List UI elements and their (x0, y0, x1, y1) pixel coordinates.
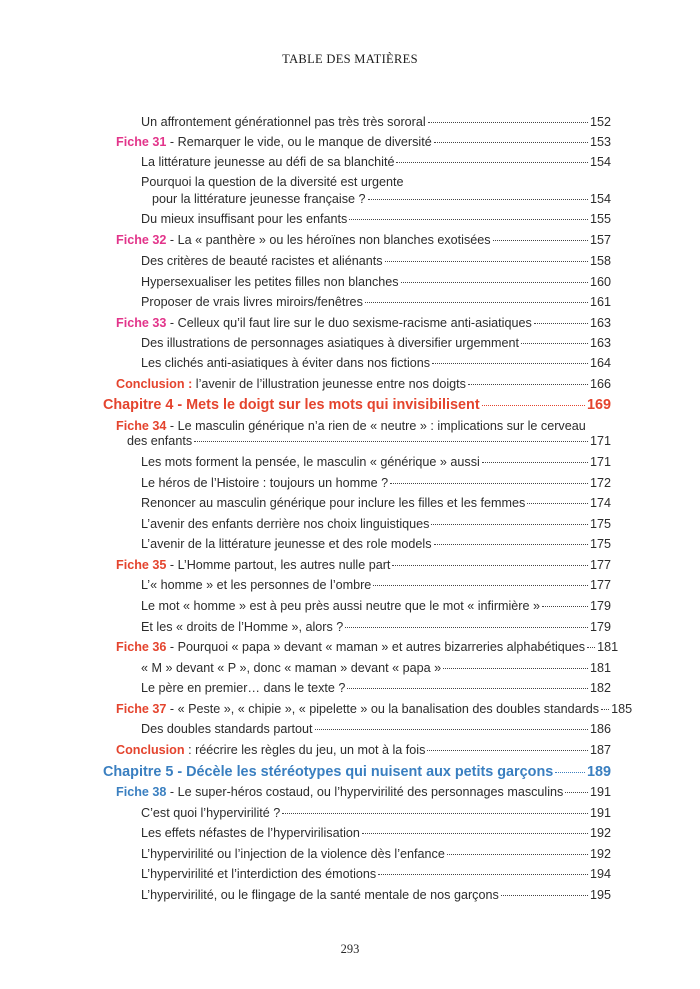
toc-label: L’avenir des enfants derrière nos choix linguistiques (141, 517, 430, 531)
toc-page-number: 154 (589, 192, 611, 206)
dot-leader (378, 874, 588, 875)
toc-label: Les mots forment la pensée, le masculin « générique » aussi (141, 455, 480, 469)
dot-leader (392, 565, 588, 566)
toc-section (141, 253, 611, 269)
toc-label: Des critères de beauté racistes et aliénants (141, 254, 383, 268)
toc-page-number: 158 (589, 254, 611, 268)
toc-chapter (103, 397, 611, 413)
toc-label: Un affrontement générationnel pas très très sororal (141, 115, 426, 129)
toc-label-line2: pour la littérature jeunesse française ? (152, 192, 366, 206)
toc-label: Du mieux insuffisant pour les enfants (141, 212, 348, 226)
toc-label: L’hypervirilité et l’interdiction des émotions (141, 867, 377, 881)
toc-section (141, 846, 611, 862)
dot-leader (347, 688, 588, 689)
toc-section (141, 495, 611, 511)
toc-page-number: 155 (589, 212, 611, 226)
toc-page-number: 177 (589, 578, 611, 592)
toc-section (141, 866, 611, 882)
toc-page-number: 175 (589, 537, 611, 551)
toc-page-number: 169 (586, 397, 611, 413)
toc-page-number: 195 (589, 888, 611, 902)
dot-leader (428, 122, 588, 123)
toc-label: - Pourquoi « papa » devant « maman » et autres bizarreries alphabétiques (166, 640, 586, 654)
fiche-tag: Fiche 37 (116, 702, 167, 716)
toc-label: Et les « droits de l’Homme », alors ? (141, 620, 344, 634)
toc-label: Les clichés anti-asiatiques à éviter dans nos fictions (141, 356, 431, 370)
toc-section (141, 887, 611, 903)
toc-section (141, 211, 611, 227)
toc-page-number: 185 (611, 702, 633, 716)
toc-page-number: 152 (589, 115, 611, 129)
dot-leader (432, 363, 588, 364)
running-header: TABLE DES MATIÈRES (282, 52, 418, 66)
dot-leader (345, 627, 588, 628)
dot-leader (434, 142, 588, 143)
toc-label: Le héros de l’Histoire : toujours un homme ? (141, 476, 389, 490)
dot-leader (493, 240, 588, 241)
toc-label: : réécrire les règles du jeu, un mot à la fois (184, 743, 426, 757)
dot-leader (434, 544, 588, 545)
dot-leader (527, 503, 588, 504)
page-footer-number: 293 (340, 942, 360, 956)
toc-conclusion (116, 376, 611, 392)
toc-label: Le père en premier… dans le texte ? (141, 681, 346, 695)
toc-page-number: 163 (589, 336, 611, 350)
toc-label: Les effets néfastes de l’hypervirilisation (141, 826, 360, 840)
toc-page-number: 161 (589, 295, 611, 309)
dot-leader (431, 524, 588, 525)
toc-section (141, 660, 611, 676)
toc-section (141, 680, 611, 696)
dot-leader (427, 750, 588, 751)
toc-section (141, 536, 611, 552)
toc-section (141, 274, 611, 290)
conclusion-tag: Conclusion : (116, 377, 193, 391)
toc-page-number: 166 (589, 377, 611, 391)
dot-leader (482, 462, 588, 463)
toc-fiche (116, 639, 619, 655)
toc-page-number: 192 (589, 826, 611, 840)
dot-leader (534, 323, 588, 324)
toc-label: - L’Homme partout, les autres nulle part (166, 558, 391, 572)
toc-page-number: 177 (589, 558, 611, 572)
toc-label: Le mot « homme » est à peu près aussi neutre que le mot « infirmière » (141, 599, 541, 613)
toc-label: - « Peste », « chipie », « pipelette » ou la banalisation des doubles standards (166, 702, 600, 716)
toc-fiche (116, 557, 611, 573)
chapter-title: Chapitre 4 - Mets le doigt sur les mots qui invisibilisent (103, 397, 480, 413)
toc-fiche (116, 232, 611, 248)
toc-section (141, 805, 611, 821)
toc-page-number: 171 (589, 455, 611, 469)
dot-leader (315, 729, 588, 730)
dot-leader (396, 162, 588, 163)
toc-label: C’est quoi l’hypervirilité ? (141, 806, 281, 820)
toc-section (141, 516, 611, 532)
toc-label: L’avenir de la littérature jeunesse et des role models (141, 537, 432, 551)
toc-section (141, 619, 611, 635)
toc-section (141, 294, 611, 310)
toc-label: Des illustrations de personnages asiatiques à diversifier urgemment (141, 336, 520, 350)
fiche-tag: Fiche 34 (116, 419, 167, 433)
toc-page-number: 157 (589, 233, 611, 247)
toc-fiche (116, 701, 633, 717)
fiche-tag: Fiche 32 (116, 233, 167, 247)
toc-section (141, 598, 611, 614)
dot-leader (447, 854, 588, 855)
toc-label: L’« homme » et les personnes de l’ombre (141, 578, 372, 592)
chapter-title: Chapitre 5 - Décèle les stéréotypes qui nuisent aux petits garçons (103, 764, 554, 780)
toc-section (141, 825, 611, 841)
toc-page-number: 164 (589, 356, 611, 370)
toc-page-number: 191 (589, 785, 611, 799)
dot-leader (601, 709, 609, 710)
toc-label: - La « panthère » ou les héroïnes non blanches exotisées (166, 233, 491, 247)
toc-label: - Remarquer le vide, ou le manque de diversité (166, 135, 432, 149)
toc-section (141, 114, 611, 130)
toc-chapter (103, 764, 611, 780)
dot-leader (565, 792, 588, 793)
dot-leader (368, 199, 588, 200)
toc-section (152, 191, 611, 207)
toc-section (141, 475, 611, 491)
toc-page-number: 187 (589, 743, 611, 757)
toc-page-number: 172 (589, 476, 611, 490)
dot-leader (542, 606, 588, 607)
toc-label: La littérature jeunesse au défi de sa blanchité (141, 155, 395, 169)
dot-leader (365, 302, 588, 303)
fiche-tag: Fiche 35 (116, 558, 167, 572)
toc-fiche (116, 134, 611, 150)
toc-section (141, 577, 611, 593)
dot-leader (501, 895, 588, 896)
dot-leader (282, 813, 588, 814)
toc-page-number: 174 (589, 496, 611, 510)
toc-section (141, 721, 611, 737)
toc-section (141, 335, 611, 351)
toc-label-line1: Fiche 34 - Le masculin générique n’a rien de « neutre » : implications sur le cerveau (116, 419, 586, 433)
toc-page-number: 191 (589, 806, 611, 820)
dot-leader (521, 343, 588, 344)
toc-fiche (116, 784, 611, 800)
toc-label-line1: Pourquoi la question de la diversité est urgente (141, 175, 404, 189)
fiche-tag: Fiche 33 (116, 316, 167, 330)
dot-leader (385, 261, 588, 262)
toc-label: Proposer de vrais livres miroirs/fenêtres (141, 295, 363, 309)
toc-label: L’hypervirilité, ou le flingage de la santé mentale de nos garçons (141, 888, 499, 902)
toc-page-number: 171 (589, 434, 611, 448)
dot-leader (555, 772, 585, 773)
toc-page-number: 154 (589, 155, 611, 169)
toc-page-number: 175 (589, 517, 611, 531)
toc-page-number: 186 (589, 722, 611, 736)
toc-label: Des doubles standards partout (141, 722, 313, 736)
toc-label: L’hypervirilité ou l’injection de la violence dès l’enfance (141, 847, 445, 861)
toc-conclusion (116, 742, 611, 758)
dot-leader (349, 219, 588, 220)
dot-leader (362, 833, 588, 834)
toc-page-number: 189 (586, 764, 611, 780)
toc-label: - Le super-héros costaud, ou l’hypervirilité des personnages masculins (166, 785, 564, 799)
dot-leader (390, 483, 588, 484)
toc-page-number: 179 (589, 599, 611, 613)
dot-leader (373, 585, 588, 586)
toc-page-number: 182 (589, 681, 611, 695)
toc-page-number: 163 (589, 316, 611, 330)
toc-page-number: 153 (589, 135, 611, 149)
toc-section (141, 355, 611, 371)
toc-section (141, 454, 611, 470)
dot-leader (401, 282, 588, 283)
dot-leader (194, 441, 588, 442)
toc-page-number: 181 (597, 640, 619, 654)
conclusion-tag: Conclusion (116, 743, 185, 757)
toc-page-number: 192 (589, 847, 611, 861)
toc-page-number: 179 (589, 620, 611, 634)
dot-leader (587, 647, 595, 648)
toc-fiche (127, 433, 611, 449)
toc-label: Hypersexualiser les petites filles non blanches (141, 275, 399, 289)
toc-page-number: 181 (589, 661, 611, 675)
dot-leader (468, 384, 588, 385)
toc-label: « M » devant « P », donc « maman » devant « papa » (141, 661, 442, 675)
toc-label: l’avenir de l’illustration jeunesse entre nos doigts (192, 377, 466, 391)
fiche-tag: Fiche 36 (116, 640, 167, 654)
dot-leader (482, 405, 585, 406)
toc-page-number: 194 (589, 867, 611, 881)
toc-section (141, 154, 611, 170)
toc-label-line2: des enfants (127, 434, 193, 448)
toc-page-number: 160 (589, 275, 611, 289)
fiche-tag: Fiche 31 (116, 135, 167, 149)
fiche-tag: Fiche 38 (116, 785, 167, 799)
toc-label: - Celleux qu’il faut lire sur le duo sexisme-racisme anti-asiatiques (166, 316, 532, 330)
toc-label: Renoncer au masculin générique pour inclure les filles et les femmes (141, 496, 526, 510)
toc-fiche (116, 315, 611, 331)
dot-leader (443, 668, 588, 669)
